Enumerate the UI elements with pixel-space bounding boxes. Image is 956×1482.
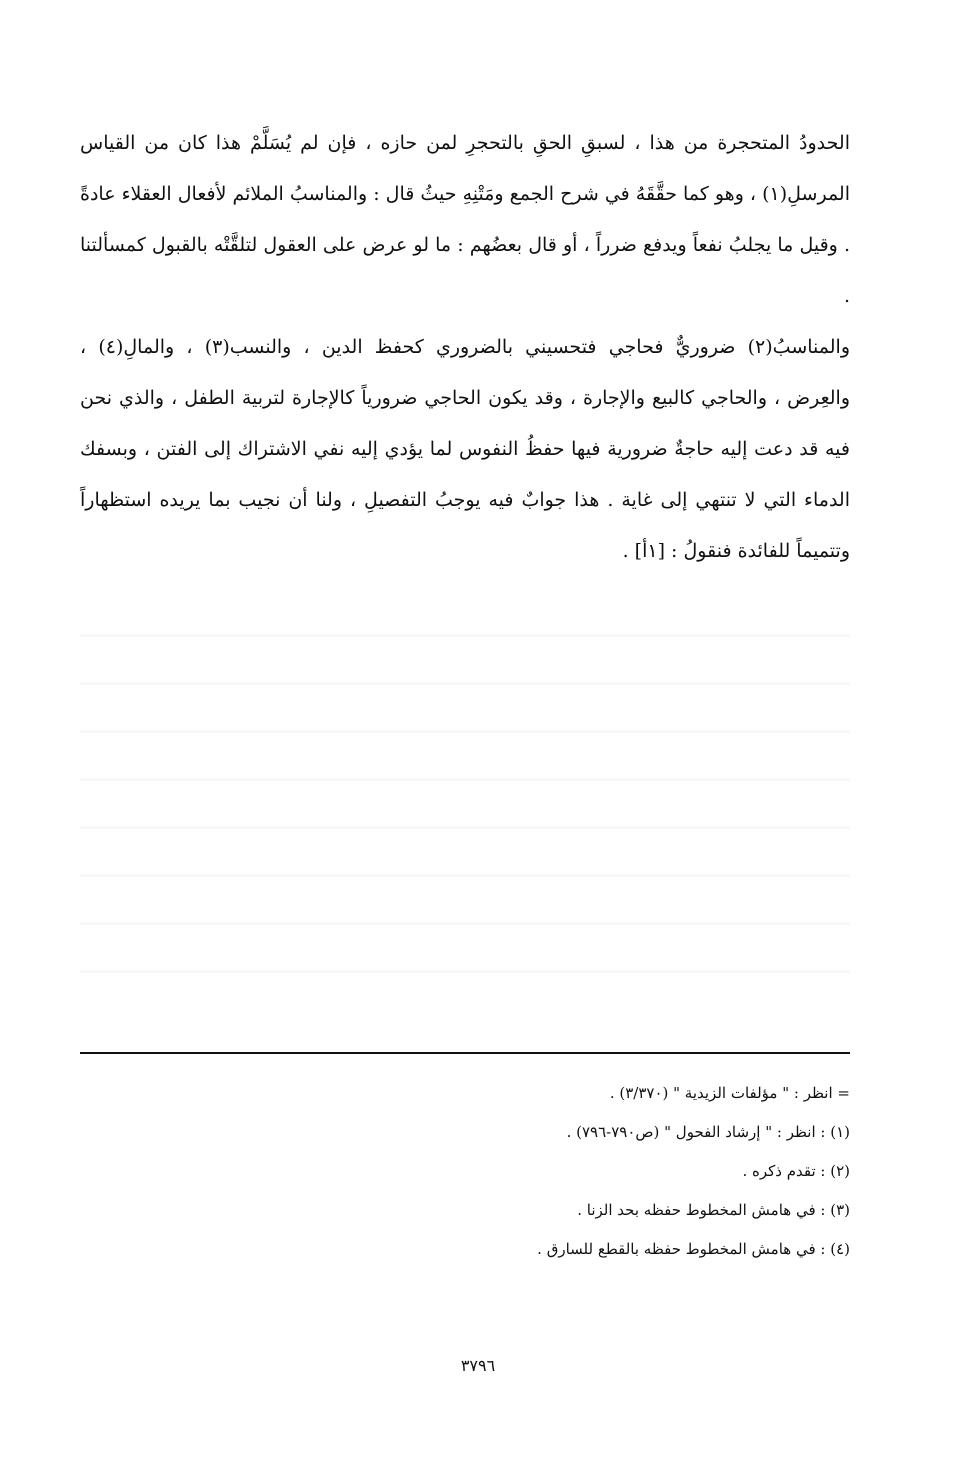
paragraph-1: الحدودُ المتحجرة من هذا ، لسبقِ الحقِ بالتحجرِ لمن حازه ، فإن لم يُسَلَّمْ هذا كان من القياس المرسلِ(١) ، وهو كما حقَّقَهُ في شرح الجمع ومَتْنِهِ حيثُ قال : والمناسبُ الملائم لأفعال العقلاء عادةً . وقيل ما يجلبُ نفعاً ويدفع ضرراً ، أو قال بعضُهم : ما لو عرض على العقول لتلقَّتْه بالقبول كمسألتنا . [80,132,850,307]
footnote-continuation: = انظر : " مؤلفات الزيدية " (٣/٣٧٠) . [609,1084,850,1102]
main-text [80,118,850,577]
footnote-3: (٣) : في هامش المخطوط حفظه بحد الزنا . [577,1201,850,1219]
footnote-4: (٤) : في هامش المخطوط حفظه بالقطع للسارق . [537,1240,850,1258]
paragraph-2: والمناسبُ(٢) ضروريٌّ فحاجي فتحسيني بالضروري كحفظ الدين ، والنسب(٣) ، والمالِ(٤) ، والعِرض ، والحاجي كالبيع والإجارة ، وقد يكون الحاجي ضرورياً كالإجارة لتربية الطفل ، والذي نحن فيه قد دعت إليه حاجةٌ ضرورية فيها حفظُ النفوس لما يؤدي إليه نفي الاشتراك إلى الفتن ، وبسفك الدماء التي لا تنتهي إلى غاية . هذا جوابٌ فيه يوجبُ التفصيلِ ، ولنا أن نجيب بما يريده استظهاراً وتتميماً للفائدة فنقولُ : [١أ] . [80,336,851,562]
footnote-separator [80,1052,850,1054]
footnotes [80,1074,850,1269]
footnote-1: (١) : انظر : " إرشاد الفحول " (ص٧٩٠-٧٩٦) . [566,1123,850,1141]
page-number: ٣٧٩٦ [460,1356,496,1375]
show-through-texture [80,590,850,1010]
footnote-2: (٢) : تقدم ذكره . [742,1162,850,1180]
